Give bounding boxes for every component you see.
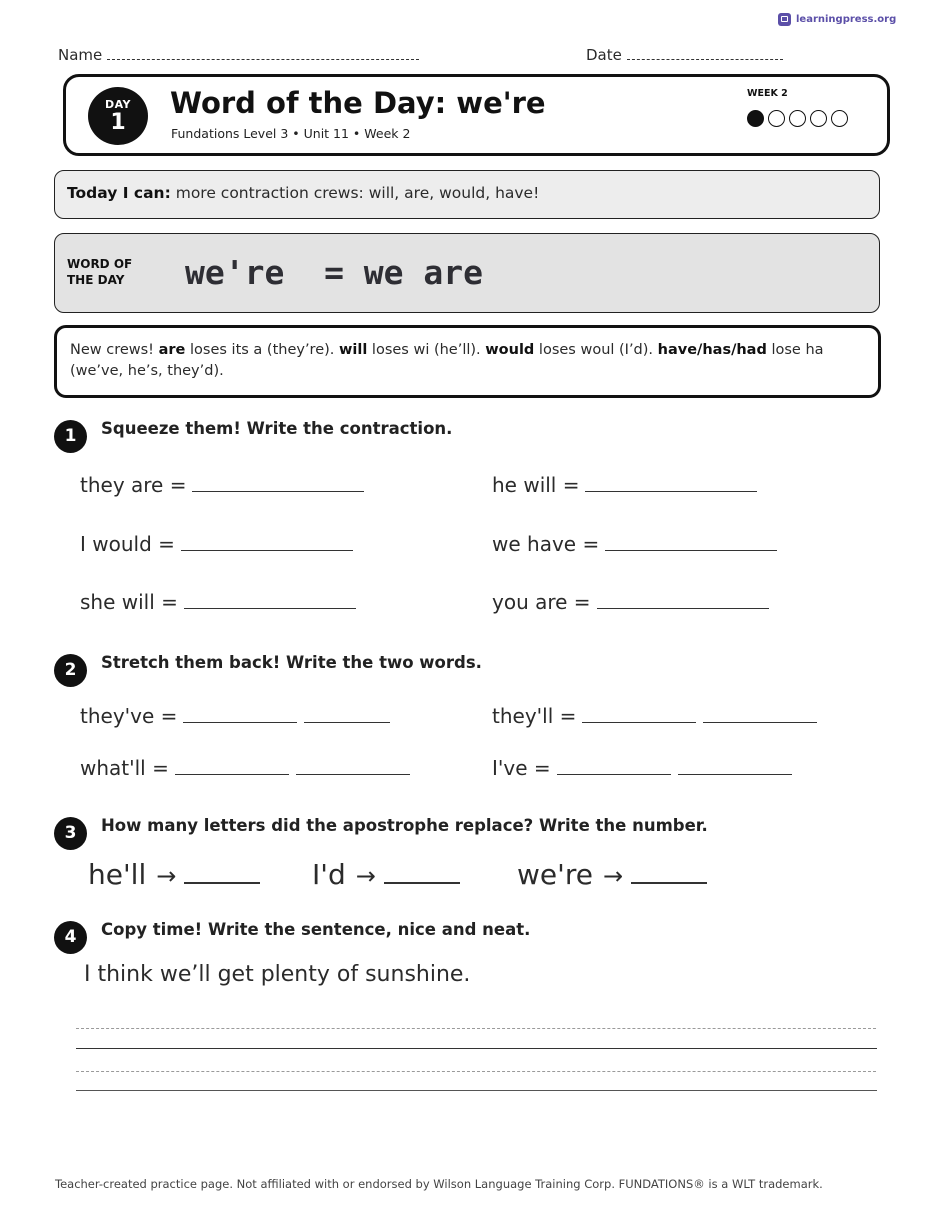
page-title: Word of the Day: we're [170,86,546,120]
week-progress-dot [747,110,764,127]
writing-guide-line [76,1028,876,1029]
exercise-prompt: we have = [492,532,600,556]
section-4-title: Copy time! Write the sentence, nice and neat. [101,920,531,939]
today-label: Today I can: [67,184,171,202]
section-1-number: 1 [54,420,87,453]
rule-text: lose ha (we’ve, he’s, they’d). [70,342,824,379]
week-progress-dot [789,110,806,127]
answer-line[interactable] [181,531,353,551]
week-progress-dot [810,110,827,127]
rule-keyword: would [485,342,535,358]
answer-line[interactable] [605,531,777,551]
arrow-right-icon: → [355,862,376,890]
writing-baseline[interactable] [76,1090,877,1091]
rule-text: loses wi (he’ll). [367,342,486,358]
day-badge [88,87,148,145]
rule-text: New crews! [70,342,159,358]
brand [778,13,896,26]
book-icon [778,13,791,26]
answer-line[interactable] [183,703,297,723]
answer-line[interactable] [184,858,260,884]
copy-sentence: I think we’ll get plenty of sunshine. [84,962,471,987]
section-1-title: Squeeze them! Write the contraction. [101,419,453,438]
footer-disclaimer: Teacher-created practice page. Not affiliated with or endorsed by Wilson Language Training Corp. FUNDATIONS® is a WLT trademark. [55,1177,823,1191]
writing-guide-line [76,1071,876,1072]
week-progress [747,110,848,127]
writing-baseline[interactable] [76,1048,877,1049]
rule-keyword: are [158,342,186,358]
name-label: Name [58,46,103,64]
word-of-day-label-line2: THE DAY [67,273,125,287]
name-blank[interactable] [107,48,419,60]
exercise-prompt: we're [517,858,593,891]
answer-line[interactable] [175,755,289,775]
rule-keyword: will [339,342,368,358]
date-field[interactable] [586,46,783,64]
exercise-item[interactable] [80,531,353,556]
exercise-item[interactable] [80,755,410,780]
exercise-prompt: he will = [492,473,580,497]
section-3-number: 3 [54,817,87,850]
answer-line[interactable] [631,858,707,884]
rule-text: loses woul (I’d). [534,342,658,358]
exercise-prompt: I've = [492,756,551,780]
section-3-title: How many letters did the apostrophe replace? Write the number. [101,816,708,835]
name-field[interactable] [58,46,419,64]
answer-line[interactable] [597,589,769,609]
today-text: more contraction crews: will, are, would, have! [170,184,540,202]
exercise-item[interactable] [312,858,460,891]
answer-line[interactable] [304,703,390,723]
exercise-item[interactable] [88,858,260,891]
exercise-item[interactable] [492,703,817,728]
answer-line[interactable] [192,472,364,492]
week-label: WEEK 2 [747,88,788,99]
exercise-item[interactable] [517,858,707,891]
arrow-right-icon: → [602,862,624,890]
word-of-day-word: we're = we are [185,253,484,292]
exercise-item[interactable] [80,472,364,497]
answer-line[interactable] [582,703,696,723]
exercise-prompt: they've = [80,704,178,728]
exercise-prompt: they'll = [492,704,577,728]
exercise-item[interactable] [492,531,777,556]
answer-line[interactable] [384,858,460,884]
arrow-right-icon: → [156,862,177,890]
rule-box [54,325,881,398]
exercise-prompt: she will = [80,590,178,614]
answer-line[interactable] [184,589,356,609]
exercise-prompt: he'll [88,858,147,891]
answer-line[interactable] [557,755,671,775]
week-progress-dot [768,110,785,127]
date-blank[interactable] [627,48,783,60]
exercise-item[interactable] [492,755,792,780]
word-of-day-label [67,256,132,288]
day-number: 1 [110,110,126,135]
brand-text: learningpress.org [796,14,897,25]
answer-line[interactable] [585,472,757,492]
answer-line[interactable] [703,703,817,723]
section-4-number: 4 [54,921,87,954]
date-label: Date [586,46,622,64]
exercise-prompt: I'd [312,858,346,891]
answer-line[interactable] [678,755,792,775]
page-subtitle: Fundations Level 3 • Unit 11 • Week 2 [171,126,411,141]
exercise-prompt: what'll = [80,756,169,780]
week-progress-dot [831,110,848,127]
exercise-item[interactable] [80,589,356,614]
today-box [54,170,880,219]
exercise-item[interactable] [492,472,757,497]
section-2-title: Stretch them back! Write the two words. [101,653,482,672]
exercise-prompt: I would = [80,532,175,556]
rule-keyword: have/has/had [657,342,767,358]
exercise-item[interactable] [80,703,390,728]
word-of-day-label-line1: WORD OF [67,257,133,271]
rule-text: loses its a (they’re). [185,342,339,358]
exercise-prompt: you are = [492,590,591,614]
section-2-number: 2 [54,654,87,687]
answer-line[interactable] [296,755,410,775]
exercise-prompt: they are = [80,473,187,497]
day-label: DAY [104,98,132,111]
exercise-item[interactable] [492,589,769,614]
